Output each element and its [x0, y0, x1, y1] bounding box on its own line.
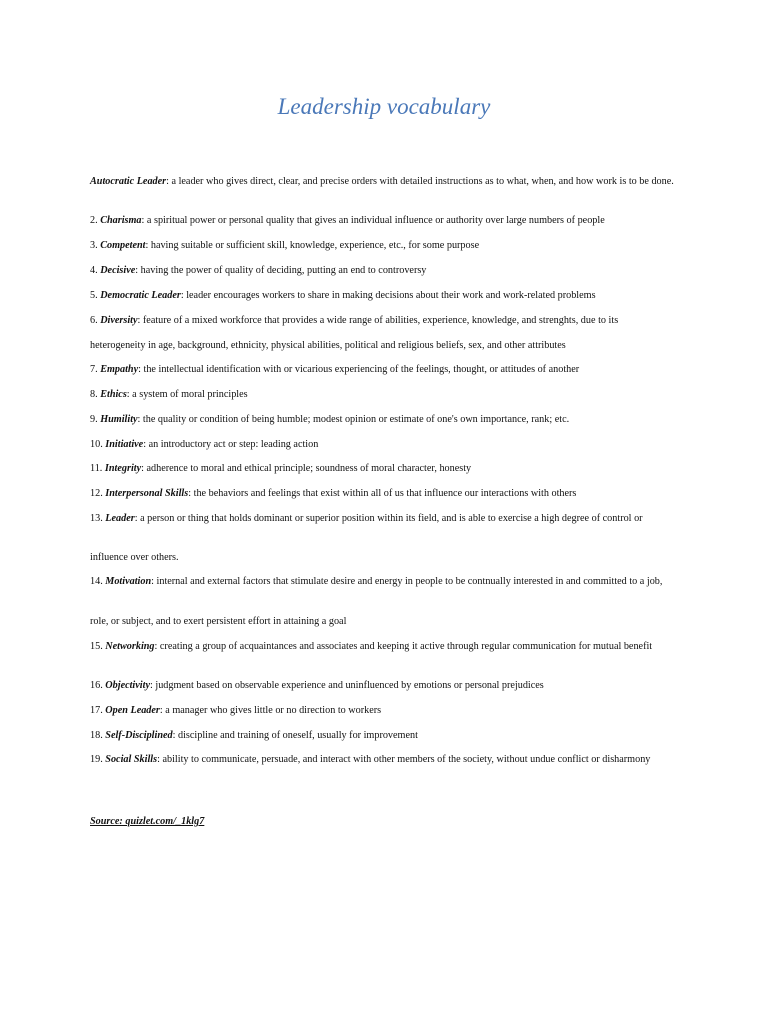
entry-definition: : a person or thing that holds dominant or superior position within its field, and is able to exercise a high degree of control or	[134, 513, 643, 524]
entry-definition: : creating a group of acquaintances and associates and keeping it active through regular communication for mutual benefit	[154, 641, 653, 652]
entry-number: 3.	[90, 240, 101, 251]
entry-definition: : a leader who gives direct, clear, and precise orders with detailed instructions as to what, when, and how work is to be done.	[166, 176, 674, 187]
entry-number: 6.	[90, 315, 101, 326]
entry-term: Open Leader	[105, 705, 160, 716]
entry-line	[90, 264, 690, 279]
entry-line	[90, 512, 690, 527]
entry-line	[90, 679, 690, 694]
entry-number: 5.	[90, 290, 101, 301]
entry-definition: : having suitable or sufficient skill, knowledge, experience, etc., for some purpose	[145, 240, 480, 251]
entry-line	[90, 314, 690, 329]
entry-term: Competent	[100, 240, 146, 251]
entry-term: Leader	[105, 513, 135, 524]
entry-line	[90, 239, 690, 254]
entry-number: 18.	[90, 730, 106, 741]
entry-number: 11.	[90, 463, 105, 474]
entry-number: 17.	[90, 705, 106, 716]
source-link[interactable]: Source: quizlet.com/_1klg7	[90, 816, 205, 827]
entry-term: Objectivity	[105, 680, 150, 691]
entry-line	[90, 438, 690, 453]
entry-definition: : an introductory act or step: leading action	[143, 439, 319, 450]
entry-definition: : a manager who gives little or no direction to workers	[159, 705, 382, 716]
entry-definition: : a system of moral principles	[126, 389, 248, 400]
entry-definition: heterogeneity in age, background, ethnicity, physical abilities, political and religious beliefs, sex, and other attributes	[90, 340, 566, 351]
entry-definition: : leader encourages workers to share in making decisions about their work and work-related problems	[180, 290, 596, 301]
entry-definition: : having the power of quality of deciding, putting an end to controversy	[135, 265, 427, 276]
entry-term: Decisive	[100, 265, 136, 276]
entry-line	[90, 388, 690, 403]
entry-term: Networking	[105, 641, 155, 652]
entry-term: Social Skills	[105, 754, 158, 765]
entry-line	[90, 289, 690, 304]
entry-number: 2.	[90, 215, 101, 226]
entry-term: Humility	[100, 414, 138, 425]
entry-term: Interpersonal Skills	[105, 488, 189, 499]
entry-number: 10.	[90, 439, 106, 450]
entry-definition: : the quality or condition of being humble; modest opinion or estimate of one's own importance, rank; etc.	[137, 414, 570, 425]
entry-definition: : a spiritual power or personal quality that gives an individual influence or authority over large numbers of people	[141, 215, 605, 226]
entry-definition: : adherence to moral and ethical principle; soundness of moral character, honesty	[141, 463, 472, 474]
entry-line	[90, 575, 690, 590]
entry-term: Ethics	[100, 389, 127, 400]
entry-definition: influence over others.	[90, 552, 179, 563]
entry-number: 13.	[90, 513, 106, 524]
entry-definition: : internal and external factors that stimulate desire and energy in people to be contnually interested in and committed to a job,	[151, 576, 663, 587]
entry-line	[90, 413, 690, 428]
entry-line	[90, 214, 690, 229]
entry-number: 7.	[90, 364, 101, 375]
entry-number: 8.	[90, 389, 101, 400]
entry-number: 19.	[90, 754, 106, 765]
entry-continuation	[90, 339, 690, 354]
entry-number: 16.	[90, 680, 106, 691]
entry-continuation	[90, 615, 690, 630]
entry-term: Self-Disciplined	[105, 730, 173, 741]
entry-term: Autocratic Leader	[90, 176, 167, 187]
entry-number: 12.	[90, 488, 106, 499]
document-title: Leadership vocabulary	[277, 94, 491, 119]
entry-term: Charisma	[100, 215, 142, 226]
entry-number: 14.	[90, 576, 106, 587]
entry-continuation	[90, 551, 690, 566]
entry-line	[90, 753, 690, 768]
entry-line	[90, 729, 690, 744]
entry-line	[90, 363, 690, 378]
entry-line	[90, 462, 690, 477]
entry-line	[90, 640, 690, 655]
entry-term: Integrity	[104, 463, 142, 474]
entry-line	[90, 704, 690, 719]
entry-line	[90, 487, 690, 502]
entry-definition: : ability to communicate, persuade, and interact with other members of the society, without undue conflict or disharmony	[157, 754, 651, 765]
entry-definition: : the behaviors and feelings that exist within all of us that influence our interactions with others	[188, 488, 577, 499]
entry-line	[90, 175, 690, 190]
entry-number: 9.	[90, 414, 101, 425]
entry-definition: role, or subject, and to exert persistent effort in attaining a goal	[90, 616, 347, 627]
entry-definition: : discipline and training of oneself, usually for improvement	[172, 730, 418, 741]
entry-term: Initiative	[105, 439, 144, 450]
entry-number: 15.	[90, 641, 106, 652]
entry-definition: : the intellectual identification with or vicarious experiencing of the feelings, thought, or attitudes of another	[138, 364, 580, 375]
entry-term: Motivation	[105, 576, 152, 587]
entry-term: Diversity	[100, 315, 138, 326]
entry-definition: : feature of a mixed workforce that provides a wide range of abilities, experience, knowledge, and strenghts, due to its	[137, 315, 619, 326]
entry-number: 4.	[90, 265, 101, 276]
entry-term: Empathy	[100, 364, 139, 375]
entry-definition: : judgment based on observable experience and uninfluenced by emotions or personal prejudices	[149, 680, 544, 691]
entry-term: Democratic Leader	[100, 290, 181, 301]
